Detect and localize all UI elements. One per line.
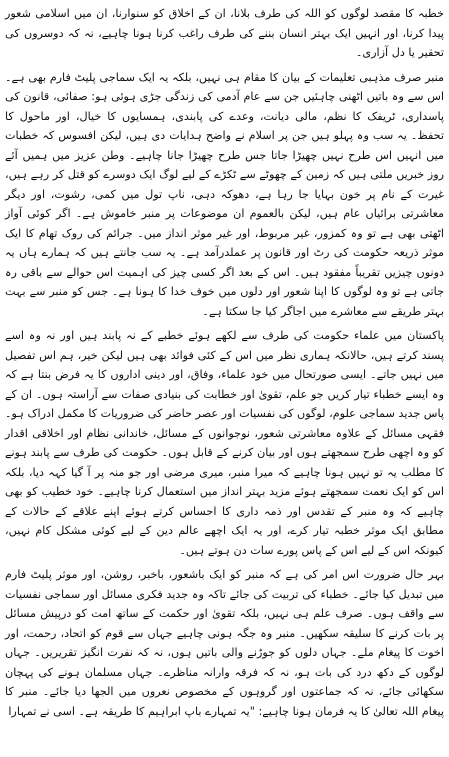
article-paragraph-1: خطبہ کا مقصد لوگوں کو اللہ کی طرف بلانا، ان کے اخلاق کو سنوارنا، ان میں اسلامی شعور پیدا کرنا، اور انہیں ایک بہتر انسان بننے کی طرف راغب کرنا ہونا چاہیے، نہ کہ دوسروں کی تحقیر یا دل آزاری۔ [5, 7, 444, 59]
article-paragraph-4: بہر حال ضرورت اس امر کی ہے کہ منبر کو ایک باشعور، باخبر، روشن، اور موثر پلیٹ فارم میں تبدیل کیا جائے۔ خطباء کی تربیت کی جائے تاکہ وہ جدید فکری مسائل اور سماجی نفسیات سے واقف ہوں۔ صرف علم ہی نہیں، بلکہ تقویٰ اور حکمت کے ساتھ امت کو درپیش مسائل پر بات کرنے کا سلیقہ سکھیں۔ منبر وہ جگہ ہونی چاہیے جہاں سے قوم کو اتحاد، رحمت، اور اخوت کا پیغام ملے۔ جہاں دلوں کو جوڑنے والی باتیں ہوں، نہ کہ نفرت انگیز تقریریں۔ جہاں لوگوں کے دکھ درد کی بات ہو، نہ کہ فرقہ وارانہ مناظرے۔ جہاں مسلمان ہونے کی پہچان سکھائی جائے، نہ کہ جماعتوں اور گروہوں کے مخصوص نعروں میں الجھا دیا جائے۔ منبر کا پیغام اللہ تعالیٰ کا یہ فرمان ہونا چاہیے: "یہ تمہارے باپ ابراہیم کا طریقہ ہے۔ اسی نے تمہارا [5, 568, 444, 718]
article-paragraph-3: پاکستان میں علماء حکومت کی طرف سے لکھے ہوئے خطبے کے نہ پابند ہیں اور نہ وہ اسے پسند کرتے ہیں، حالانکہ ہماری نظر میں اس کے کئی فوائد بھی ہیں لیکن خیر، ہم اس تفصیل میں نہیں جاتے۔ ایسی صورتحال میں خود علماء، وفاق، اور دینی اداروں کا یہ فرض بنتا ہے کہ وہ ایسے خطباء تیار کریں جو علم، تقویٰ اور خطابت کی بنیادی صفات سے آراستہ ہوں۔ ان کے پاس جدید سماجی علوم، لوگوں کی نفسیات اور عصر حاضر کی ضروریات کا مکمل ادراک ہو۔ فقہی مسائل کے علاوہ معاشرتی شعور، نوجوانوں کے مسائل، خاندانی نظام اور اخلاقی اقدار کو وہ اچھی طرح سمجھتے ہوں اور بیان کرنے کے قابل ہوں۔ حکومت کی طرف سے پابند ہونے کا مطلب یہ تو نہیں ہونا چاہیے کہ میرا منبر، میری مرضی اور جو منہ پر آ گیا کہہ دیا، بلکہ اس کو ایک نعمت سمجھتے ہوئے مزید بہتر انداز میں استعمال کرنا چاہیے۔ خود خطیب کو بھی چاہیے کہ وہ منبر کے تقدس اور ذمہ داری کا احساس کرتے ہوئے اپنے علاقے کے حالات کے مطابق ایک موثر خطبہ تیار کرے، اور یہ ایک اچھے عالم دین کے لیے کوئی مشکل کام نہیں، کیونکہ اس کے لیے اس کے پاس پورے سات دن ہوتے ہیں۔ [5, 329, 444, 557]
article-paragraph-2: منبر صرف مذہبی تعلیمات کے بیان کا مقام ہی نہیں، بلکہ یہ ایک سماجی پلیٹ فارم بھی ہے۔ اس سے وہ باتیں اٹھنی چاہئیں جن سے عام آدمی کی زندگی جڑی ہوئی ہو: صفائی، قانون کی پاسداری، ٹریفک کا نظم، مالی دیانت، وعدے کی پابندی، ہمسایوں کا خیال، اور ماحول کا تحفظ۔ یہ سب وہ پہلو ہیں جن پر اسلام نے واضح ہدایات دی ہیں، لیکن افسوس کہ خطبات میں انہیں اس طرح نہیں چھیڑا جاتا جس طرح چھیڑا جانا چاہیے۔ وطن عزیز میں ہمیں آئے روز خبریں ملتی ہیں کہ زمین کے چھوٹے سے ٹکڑے کے لیے لوگ ایک دوسرے کو قتل کر رہے ہیں، غیرت کے نام پر خون بہایا جا رہا ہے، دھوکہ دہی، ناپ تول میں کمی، رشوت، اور دیگر معاشرتی برائیاں عام ہیں، لیکن بالعموم ان موضوعات پر منبر خاموش ہے۔ اگر کوئی آواز اٹھتی بھی ہے تو وہ کمزور، غیر مربوط، اور غیر موثر انداز میں۔ جرائم کی روک تھام کا ایک موثر ذریعہ حکومت کی رٹ اور قانون پر عملدرآمد ہے۔ یہ سب جانتے ہیں کہ ہمارے ہاں یہ دونوں چیزیں تقریباً مفقود ہیں۔ اس کے بعد اگر کسی چیز کی اہمیت اس حوالے سے باقی رہ جاتی ہے تو وہ لوگوں کا اپنا شعور اور دلوں میں خوف خدا کا ہونا ہے۔ جس کو منبر سے بہت بہتر طریقے سے معاشرے میں اجاگر کیا جا سکتا ہے۔ [5, 70, 444, 318]
